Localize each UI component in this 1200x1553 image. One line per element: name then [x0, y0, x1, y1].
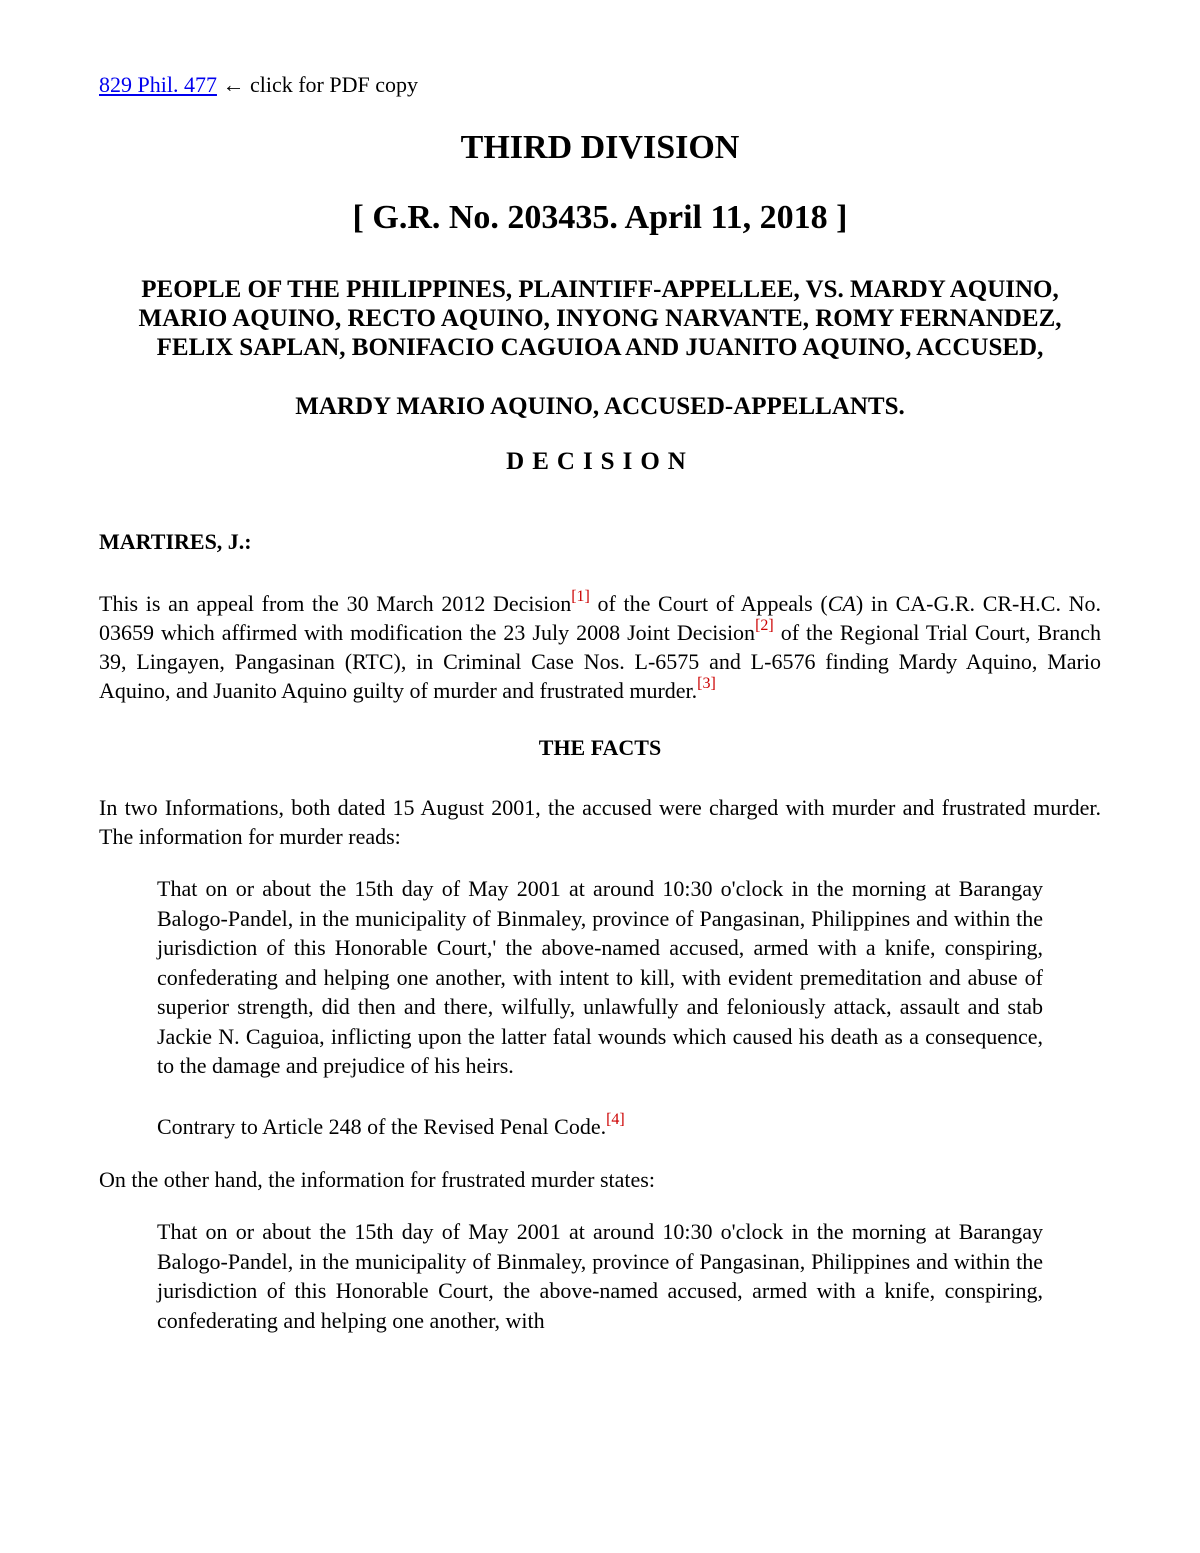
decision-heading: DECISION [506, 448, 694, 475]
frustrated-information-quote: That on or about the 15th day of May 2001 at around 10:30 o'clock in the morning at Barangay Balogo-Pandel, in the municipality of Binmaley, province of Pangasinan, Philippines and within the jurisdiction of this Honorable Court, the above-named accused, armed with a knife, conspiring, confederating and helping one another, with [157, 1219, 1043, 1333]
murder-information-quote: That on or about the 15th day of May 2001 at around 10:30 o'clock in the morning at Barangay Balogo-Pandel, in the municipality of Binmaley, province of Pangasinan, Philippines and within the jurisdiction of this Honorable Court,' the above-named accused, armed with a knife, conspiring, confederating and helping one another, with intent to kill, with evident premeditation and abuse of superior strength, did then and there, wilfully, unlawfully and feloniously attack, assault and stab Jackie N. Caguioa, inflicting upon the latter fatal wounds which caused his death as a consequence, to the damage and prejudice of his heirs. [157, 876, 1043, 1078]
intro-paragraph [99, 589, 1101, 705]
intro-text-1: This is an appeal from the 30 March 2012 Decision [99, 591, 572, 616]
intro-text-2: of the Court of Appeals ( [589, 591, 828, 616]
gr-number: [ G.R. No. 203435. April 11, 2018 ] [352, 199, 848, 236]
citation-line [99, 70, 1101, 100]
ponente: MARTIRES, J.: [99, 529, 252, 554]
division-title: THIRD DIVISION [460, 129, 740, 166]
case-parties: PEOPLE OF THE PHILIPPINES, PLAINTIFF-APPELLEE, VS. MARDY AQUINO, MARIO AQUINO, RECTO AQUINO, INYONG NARVANTE, ROMY FERNANDEZ, FELIX SAPLAN, BONIFACIO CAGUIOA AND JUANITO AQUINO, ACCUSED, [138, 276, 1062, 361]
footnote-2[interactable]: [2] [755, 617, 774, 634]
contrary-text: Contrary to Article 248 of the Revised Penal Code. [157, 1113, 607, 1139]
footnote-3[interactable]: [3] [697, 675, 716, 692]
pdf-copy-link[interactable]: 829 Phil. 477 [99, 72, 217, 97]
facts-intro-paragraph: In two Informations, both dated 15 August 2001, the accused were charged with murder and frustrated murder. The information for murder reads: [99, 795, 1101, 849]
intro-ca-abbrev: CA [827, 591, 856, 616]
footnote-1[interactable]: [1] [571, 588, 590, 605]
contrary-to-law-quote [157, 1112, 1043, 1142]
document-page [99, 70, 1101, 1335]
pdf-copy-hint: ← click for PDF copy [216, 72, 418, 97]
intro-text-4: of the Regional Trial Court, Branch 39, Lingayen, Pangasinan (RTC), in Criminal Case Nos. L-6575 and L-6576 finding Mardy Aquino, Mario Aquino, and Juanito Aquino guilty of murder and frustrated murder. [99, 620, 1102, 703]
frustrated-intro-paragraph: On the other hand, the information for frustrated murder states: [99, 1167, 655, 1192]
intro-text-3: ) in CA-G.R. CR-H.C. No. 03659 which affirmed with modification the 23 July 2008 Joint Decision [99, 591, 1101, 645]
footnote-4[interactable]: [4] [606, 1110, 625, 1128]
accused-appellants: MARDY MARIO AQUINO, ACCUSED-APPELLANTS. [295, 393, 905, 420]
facts-heading: THE FACTS [538, 735, 662, 760]
